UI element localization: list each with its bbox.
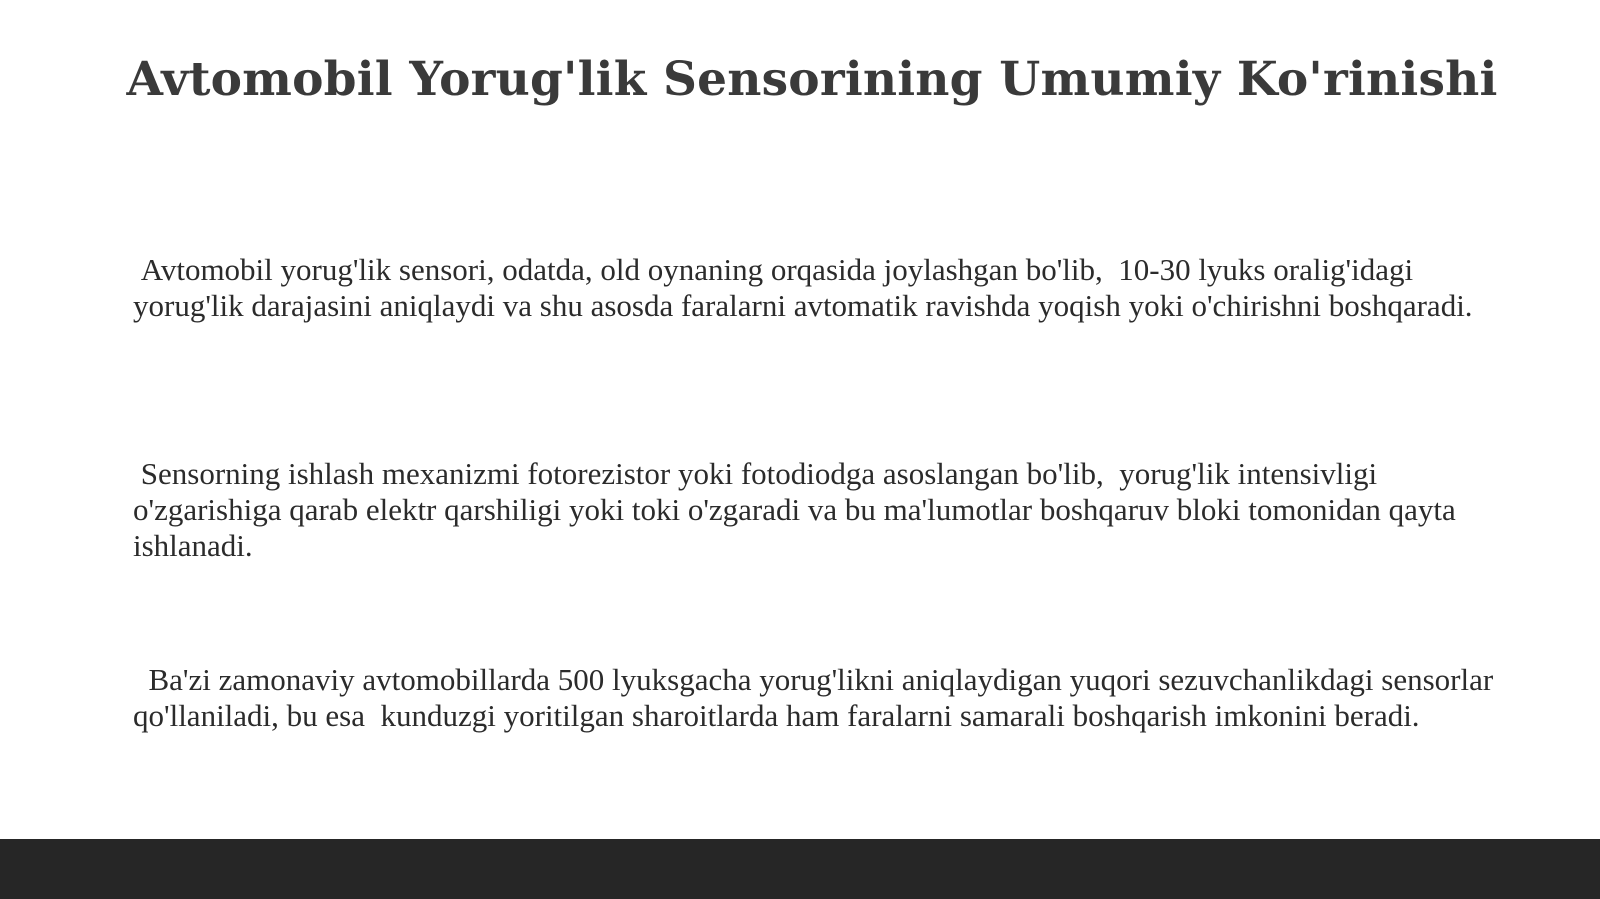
paragraph-sensor-overview: Avtomobil yorug'lik sensori, odatda, old oynaning orqasida joylashgan bo'lib, 10-30 lyuks oralig'idagi yorug'lik darajasini aniqlaydi va shu asosda faralarni avtomatik ravishda yoqish yoki o'chirishni boshqaradi. [133,252,1473,323]
paragraph-modern-sensors: Ba'zi zamonaviy avtomobillarda 500 lyuksgacha yorug'likni aniqlaydigan yuqori sezuvchanlikdagi sensorlar qo'llaniladi, bu esa kunduzgi yoritilgan sharoitlarda ham faralarni samarali boshqarish imkonini beradi. [133,662,1501,733]
paragraph-working-mechanism: Sensorning ishlash mexanizmi fotorezistor yoki fotodiodga asoslangan bo'lib, yorug'lik intensivligi o'zgarishiga qarab elektr qarshiligi yoki toki o'zgaradi va bu ma'lumotlar boshqaruv bloki tomonidan qayta ishlanadi. [133,456,1464,563]
footer-bar [0,839,1600,899]
slide-title: Avtomobil Yorug'lik Sensorining Umumiy Ko'rinishi [126,52,1498,107]
